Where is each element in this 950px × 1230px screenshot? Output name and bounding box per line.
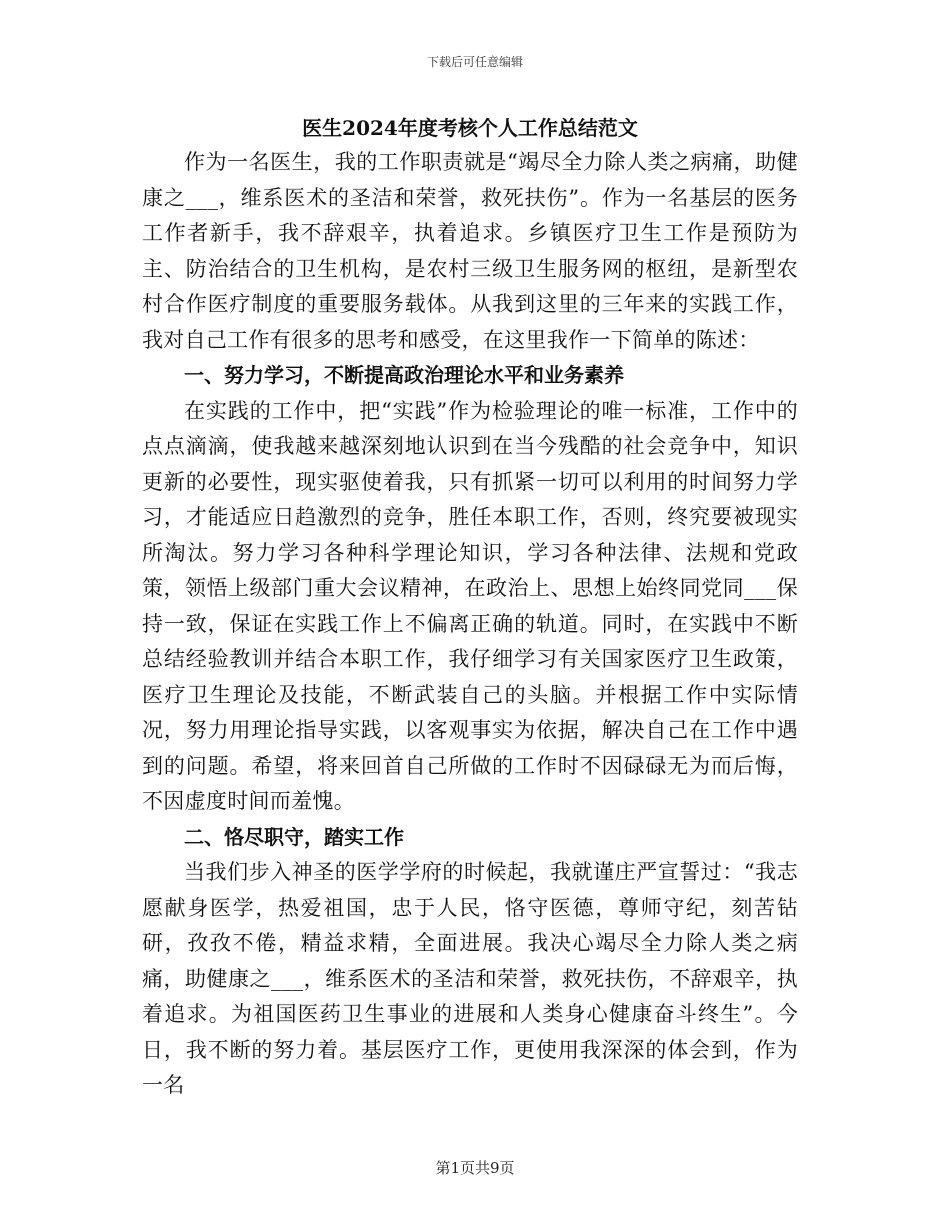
page-number-footer: 第1页共9页 — [435, 1159, 515, 1177]
page-header-note: 下载后可任意编辑 — [426, 55, 523, 69]
section-body-1: 在实践的工作中，把“实践”作为检验理论的唯一标准，工作中的点点滴滴，使我越来越深刻地认识到在当今残酷的社会竞争中，知识更新的必要性，现实驱使着我，只有抓紧一切可以利用的时间努力学习，才能适应日趋激烈的竞争，胜任本职工作，否则，终究要被现实所淘汰。努力学习各种科学理论知识，学习各种法律、法规和党政策，领悟上级部门重大会议精神，在政治上、思想上始终同党同___保持一致，保证在实践工作上不偏离正确的轨道。同时，在实践中不断总结经验教训并结合本职工作，我仔细学习有关国家医疗卫生政策，医疗卫生理论及技能，不断武装自己的头脑。并根据工作中实际情况，努力用理论指导实践，以客观事实为依据，解决自己在工作中遇到的问题。希望，将来回首自己所做的工作时不因碌碌无为而后悔，不因虚度时间而羞愧。 — [142, 398, 798, 813]
document-title: 医生2024年度考核个人工作总结范文 — [302, 116, 638, 140]
section-body-2: 当我们步入神圣的医学学府的时候起，我就谨庄严宣誓过：“我志愿献身医学，热爱祖国，忠于人民，恪守医德，尊师守纪，刻苦钻研，孜孜不倦，精益求精，全面进展。我决心竭尽全力除人类之病痛，助健康之___，维系医术的圣洁和荣誉，救死扶伤，不辞艰辛，执着追求。为祖国医药卫生事业的进展和人类身心健康奋斗终生”。今日，我不断的努力着。基层医疗工作，更使用我深深的体会到，作为一名 — [142, 860, 798, 1097]
section-heading-2: 二、恪尽职守，踏实工作 — [184, 824, 404, 849]
section-heading-1: 一、努力学习，不断提高政治理论水平和业务素养 — [184, 363, 624, 387]
document-body — [142, 112, 798, 1104]
intro-paragraph: 作为一名医生，我的工作职责就是“竭尽全力除人类之病痛，助健康之___，维系医术的圣洁和荣誉，救死扶伤”。作为一名基层的医务工作者新手，我不辞艰辛，执着追求。乡镇医疗卫生工作是预防为主、防治结合的卫生机构，是农村三级卫生服务网的枢纽，是新型农村合作医疗制度的重要服务载体。从我到这里的三年来的实践工作，我对自己工作有很多的思考和感受，在这里我作一下简单的陈述： — [142, 150, 798, 352]
